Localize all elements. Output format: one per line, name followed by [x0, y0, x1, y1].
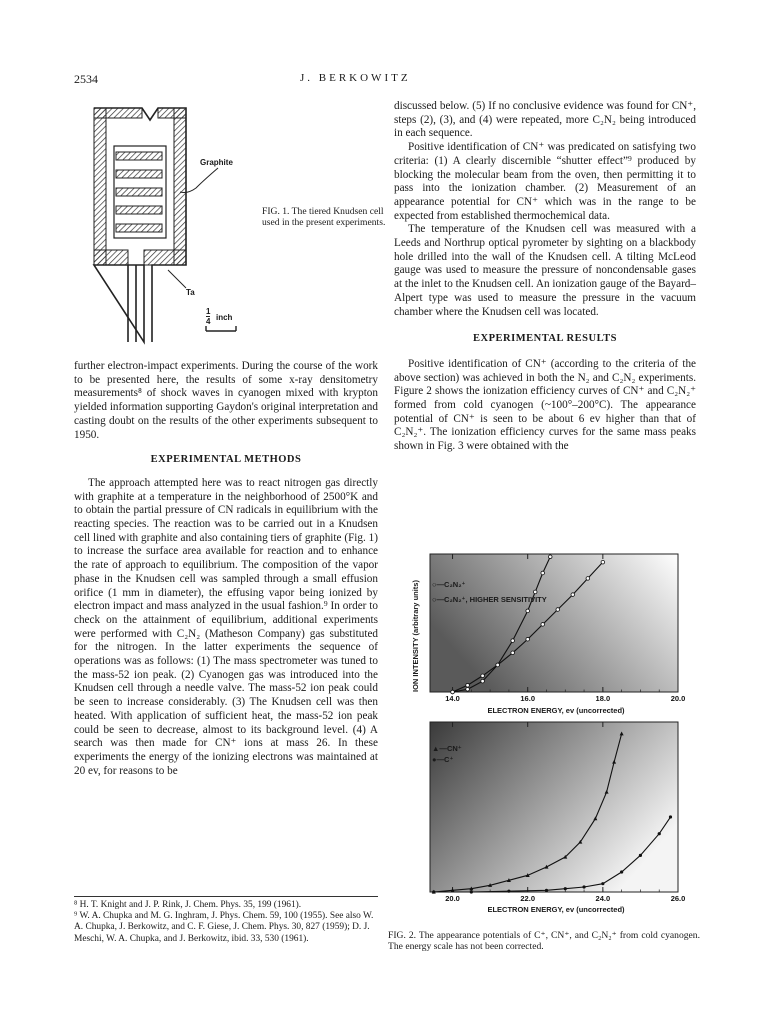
- data-point: [669, 815, 672, 818]
- data-point: [451, 690, 455, 694]
- data-point: [481, 679, 485, 683]
- data-point: [466, 683, 470, 687]
- scale-fraction: 1 4: [206, 307, 211, 326]
- data-point: [639, 854, 642, 857]
- x-tick-label: 14.0: [445, 694, 460, 703]
- x-tick-label: 24.0: [595, 894, 611, 903]
- footnotes: [74, 900, 378, 945]
- data-point: [526, 609, 530, 613]
- paragraph: The approach attempted here was to react nitrogen gas directly with graphite at a temperature in the neighborhood of 2500°K and to obtain the partial pressure of CN radicals in equilibrium with the reacting species. The reaction was to be carried out in a Knudsen cell lined with graphite and also containing tiers of graphite (Fig. 1) to increase the surface area available for reaction and to enhance the rate of approach to equilibrium. The composition of the vapor phase in the Knudsen cell was sampled through a small effusion orifice (1 mm in diameter), the effusing vapor being ionized by electron impact and mass analyzed in the usual fashion.⁹ In order to check on the attainment of equilibrium, additional experiments were performed with C₂N₂ (Matheson Company) gas substituted for the nitrogen. In the latter experiments the sequence of operations was as follows: (1) The mass spectrometer was tuned to the mass-52 ion peak. (2) Cyanogen gas was introduced into the Knudsen cell through a needle valve. The mass-52 ion peak could be seen to increase considerably. (3) The Knudsen cell was then heated. With application of sufficient heat, the mass-52 ion peak could be seen to decrease, almost to its background level. (4) A search was then made for CN⁺ ions at mass 26. In these experiments the energy of the ionizing electrons was maintained at 20 ev, for reasons to be: [74, 476, 378, 777]
- data-point: [564, 887, 567, 890]
- x-tick-label: 20.0: [445, 894, 460, 903]
- data-point: [507, 890, 510, 893]
- data-point: [526, 637, 530, 641]
- legend-item: ▲—CN⁺: [432, 744, 462, 753]
- x-tick-label: 18.0: [595, 694, 611, 703]
- data-point: [511, 639, 515, 643]
- section-heading-methods: EXPERIMENTAL METHODS: [150, 454, 302, 466]
- legend-item: ○—C₂N₂⁺: [432, 580, 466, 589]
- data-point: [620, 870, 623, 873]
- ta-label: Ta: [186, 288, 195, 297]
- data-point: [470, 890, 473, 893]
- data-point: [466, 687, 470, 691]
- figure2-bottom-panel: [424, 720, 686, 903]
- data-point: [548, 555, 552, 559]
- data-point: [556, 608, 560, 612]
- legend-top: [432, 580, 547, 604]
- data-point: [601, 560, 605, 564]
- paragraph: further electron-impact experiments. During the course of the work to be presented here, the results of some x-ray densitometry measurements⁸ of shock waves in cyanogen mixed with krypton yielded information supporting Gaydon's original interpretation and casting doubt on the results of the other experiments subsequent to 1950.: [74, 360, 378, 441]
- plot-area: [430, 722, 678, 892]
- figure2-top-panel: [424, 552, 686, 703]
- x-tick-label: 16.0: [520, 694, 536, 703]
- x-axis-label-top: ELECTRON ENERGY, ev (uncorrected): [487, 706, 625, 715]
- legend-item: ○—C₂N₂⁺, HIGHER SENSITIVITY: [432, 595, 547, 604]
- data-point: [571, 593, 575, 597]
- data-point: [601, 882, 604, 885]
- figure1-caption: FIG. 1. The tiered Knudsen cell used in the present experiments.: [262, 206, 386, 229]
- figure1-knudsen-cell-drawing: [86, 100, 266, 342]
- data-point: [582, 885, 585, 888]
- data-point: [496, 663, 500, 667]
- footnote-9: ⁹ W. A. Chupka and M. G. Inghram, J. Phys. Chem. 59, 100 (1955). See also W. A. Chupka, J. Berkowitz, and C. F. Giese, J. Chem. Phys. 30, 827 (1959); D. J. Meschi, W. A. Chupka, and J. Berkowitz, ibid. 33, 530 (1961).: [74, 911, 374, 944]
- scale-unit: inch: [216, 313, 233, 322]
- legend-bottom: [432, 744, 462, 764]
- footnote-8: ⁸ H. T. Knight and J. P. Rink, J. Chem. Phys. 35, 199 (1961).: [74, 900, 302, 910]
- data-point: [541, 571, 545, 575]
- data-point: [586, 577, 590, 581]
- right-column: [394, 100, 696, 454]
- paragraph: The temperature of the Knudsen cell was measured with a Leeds and Northrup optical pyrometer by sighting on a blackbody hole drilled into the wall of the Knudsen cell. A tilting McLeod gauge was used to measure the pressure of noncondensable gases at the inlet to the Knudsen cell. An ionization gauge of the Bayard–Alpert type was used to measure the pressure in the vacuum chamber where the Knudsen cell was located.: [394, 223, 696, 318]
- paragraph: discussed below. (5) If no conclusive evidence was found for CN⁺, steps (2), (3), and (4) were repeated, more C₂N₂ being introduced in each sequence.: [394, 100, 696, 140]
- data-point: [658, 832, 661, 835]
- x-tick-label: 20.0: [670, 694, 686, 703]
- figure2-caption: FIG. 2. The appearance potentials of C⁺, CN⁺, and C₂N₂⁺ from cold cyanogen. The energy scale has not been corrected.: [388, 930, 700, 953]
- plot-area: [430, 554, 678, 692]
- graphite-label: Graphite: [200, 158, 233, 167]
- x-tick-label: 22.0: [520, 894, 536, 903]
- chart-bottom-svg: [424, 720, 686, 903]
- data-point: [545, 889, 548, 892]
- legend-item: ●—C⁺: [432, 755, 454, 764]
- data-point: [481, 674, 485, 678]
- chart-top-svg: [424, 552, 686, 703]
- running-head: J. BERKOWITZ: [300, 72, 411, 84]
- page-number: 2534: [74, 72, 98, 86]
- data-point: [432, 890, 435, 893]
- paragraph: Positive identification of CN⁺ (according to the criteria of the above section) was achieved in both the N₂ and C₂N₂ experiments. Figure 2 shows the ionization efficiency curves of CN⁺ and C₂N₂⁺ formed from cold cyanogen (~100°–200°C). The appearance potential of CN⁺ is seen to be about 6 ev higher than that of C₂N₂⁺. The ionization efficiency curves for the same mass peaks shown in Fig. 3 were obtained with the: [394, 357, 696, 453]
- x-axis-label-bottom: ELECTRON ENERGY, ev (uncorrected): [487, 905, 625, 914]
- data-point: [511, 651, 515, 655]
- paragraph: Positive identification of CN⁺ was predicated on satisfying two criteria: (1) A clearly discernible “shutter effect”⁹ produced by blocking the molecular beam from the oven, then permitting it to pass into the ionization chamber. (2) Measurement of an appearance potential for CN⁺ which was in the range to be expected from established thermochemical data.: [394, 141, 696, 222]
- footnote-rule: [74, 896, 378, 897]
- section-heading-results: EXPERIMENTAL RESULTS: [473, 333, 617, 345]
- data-point: [541, 623, 545, 627]
- x-tick-label: 26.0: [670, 894, 686, 903]
- y-axis-label: ION INTENSITY (arbitrary units): [411, 580, 420, 692]
- left-column: [74, 360, 378, 778]
